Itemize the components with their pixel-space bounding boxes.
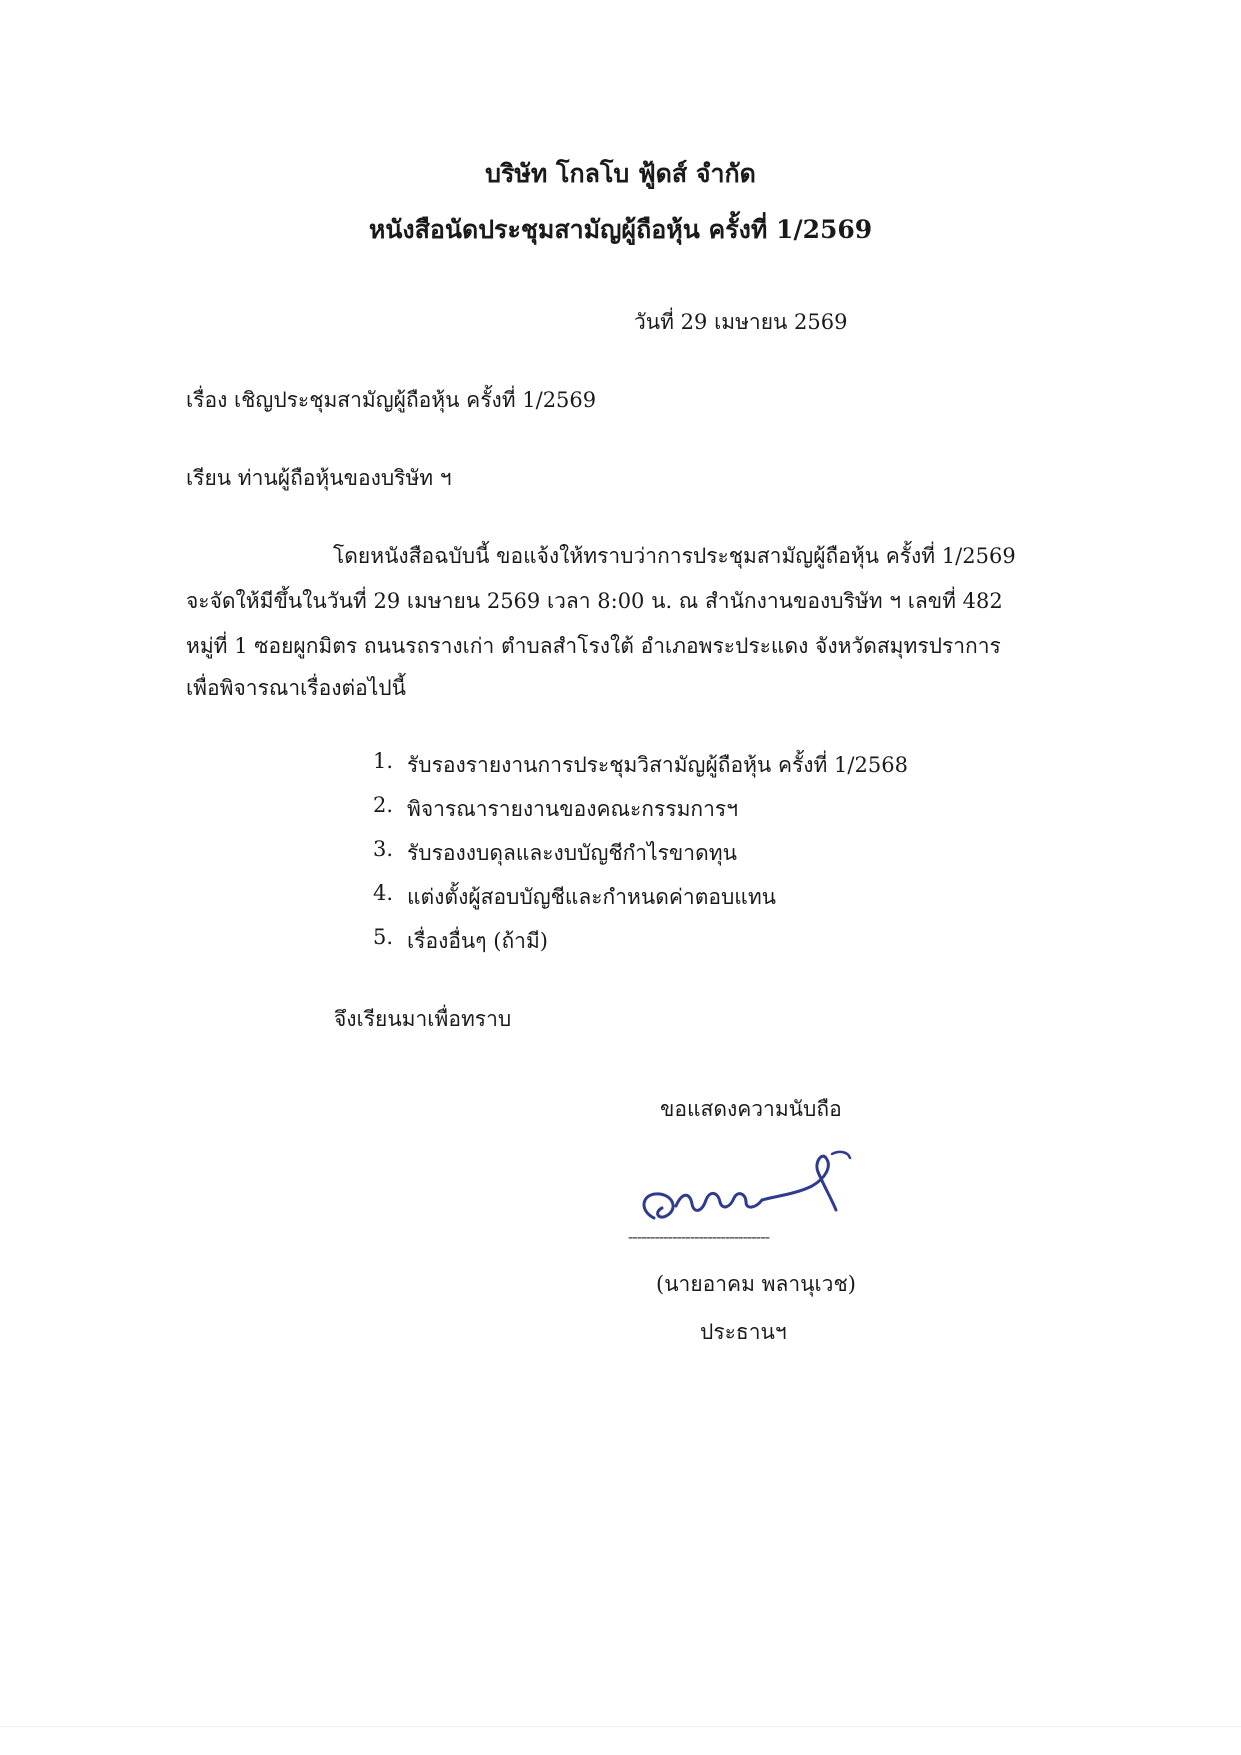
- closing-line: จึงเรียนมาเพื่อทราบ: [334, 1007, 512, 1031]
- page-bottom-rule: [0, 1726, 1241, 1727]
- notice-title: หนังสือนัดประชุมสามัญผู้ถือหุ้น ครั้งที่ 1/2569: [368, 215, 873, 244]
- agenda-text: รับรองรายงานการประชุมวิสามัญผู้ถือหุ้น ครั้งที่ 1/2568: [407, 753, 908, 777]
- agenda-text: เรื่องอื่นๆ (ถ้ามี): [407, 929, 548, 953]
- handwritten-signature: [636, 1148, 866, 1238]
- agenda-number: 2.: [373, 793, 394, 817]
- signer-position: ประธานฯ: [700, 1320, 787, 1344]
- agenda-number: 5.: [373, 925, 394, 949]
- recipient-line: เรียน ท่านผู้ถือหุ้นของบริษัท ฯ: [186, 466, 452, 490]
- body-paragraph-line: หมู่ที่ 1 ซอยผูกมิตร ถนนรถรางเก่า ตำบลสำโรงใต้ อำเภอพระประแดง จังหวัดสมุทรปราการ: [186, 634, 1001, 658]
- agenda-text: รับรองงบดุลและงบบัญชีกำไรขาดทุน: [407, 841, 737, 865]
- agenda-number: 3.: [373, 837, 394, 861]
- agenda-text: พิจารณารายงานของคณะกรรมการฯ: [407, 797, 738, 821]
- signature-line: --------------------------------: [628, 1227, 769, 1246]
- subject-line: เรื่อง เชิญประชุมสามัญผู้ถือหุ้น ครั้งที่ 1/2569: [186, 388, 597, 412]
- body-paragraph-line: เพื่อพิจารณาเรื่องต่อไปนี้: [186, 676, 406, 700]
- regards-line: ขอแสดงความนับถือ: [660, 1097, 842, 1121]
- company-name: บริษัท โกลโบ ฟู้ดส์ จำกัด: [485, 159, 756, 188]
- agenda-number: 4.: [373, 881, 394, 905]
- agenda-text: แต่งตั้งผู้สอบบัญชีและกำหนดค่าตอบแทน: [407, 885, 777, 909]
- date-line: วันที่ 29 เมษายน 2569: [634, 310, 848, 334]
- body-paragraph-line: จะจัดให้มีขึ้นในวันที่ 29 เมษายน 2569 เวลา 8:00 น. ณ สำนักงานของบริษัท ฯ เลขที่ 482: [186, 589, 1003, 613]
- body-paragraph-line: โดยหนังสือฉบับนี้ ขอแจ้งให้ทราบว่าการประชุมสามัญผู้ถือหุ้น ครั้งที่ 1/2569: [333, 544, 1016, 568]
- agenda-number: 1.: [373, 749, 394, 773]
- signer-name: (นายอาคม พลานุเวช): [656, 1272, 856, 1296]
